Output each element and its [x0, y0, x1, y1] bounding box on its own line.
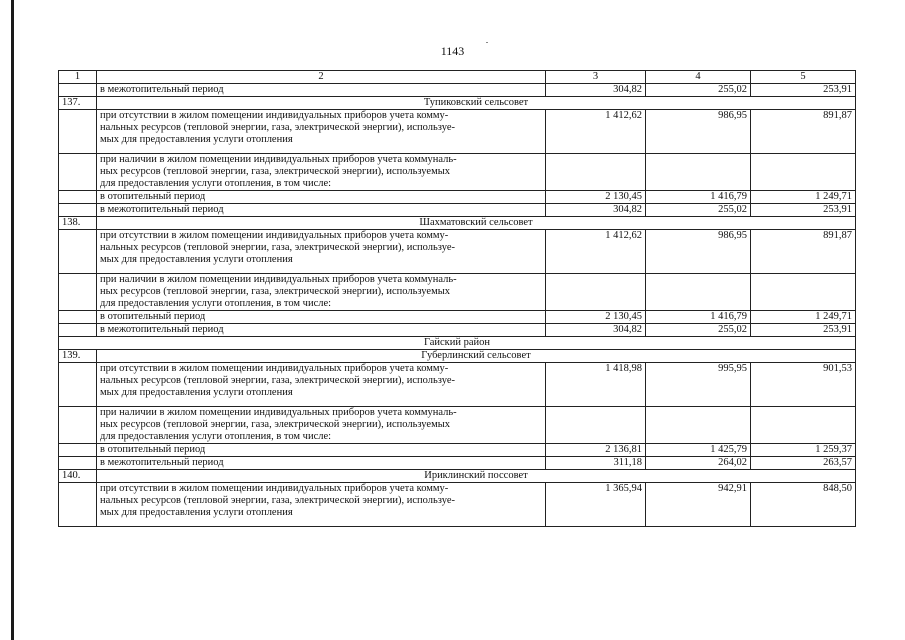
- no-meter-row: [59, 110, 856, 154]
- value-col-3: 1 412,62: [546, 230, 646, 274]
- value-col-4: 1 425,79: [646, 444, 751, 457]
- value-col-3: 304,82: [546, 204, 646, 217]
- description-cell: [97, 407, 546, 444]
- row-number-cell: [59, 84, 97, 97]
- left-margin-bar: [11, 0, 14, 640]
- no-meter-row: [59, 230, 856, 274]
- period-row: [59, 311, 856, 324]
- value-col-5: 848,50: [751, 483, 856, 527]
- description-line: при отсутствии в жилом помещении индивидуальных приборов учета комму-: [100, 110, 449, 121]
- value-col-5: 891,87: [751, 110, 856, 154]
- row-number: 138.: [59, 217, 97, 230]
- value-col-4: 1 416,79: [646, 191, 751, 204]
- header-col-2: 2: [97, 71, 546, 84]
- value-col-3: 1 412,62: [546, 110, 646, 154]
- settlement-title: Тупиковский сельсовет: [97, 97, 856, 110]
- value-col-4: 255,02: [646, 84, 751, 97]
- value-col-4: 995,95: [646, 363, 751, 407]
- empty-col-5: [751, 274, 856, 311]
- description-cell: [97, 483, 546, 527]
- description-line: при отсутствии в жилом помещении индивидуальных приборов учета комму-: [100, 483, 449, 494]
- empty-col-3: [546, 274, 646, 311]
- row-number-cell: [59, 230, 97, 274]
- row-number-cell: [59, 444, 97, 457]
- description-cell: [97, 230, 546, 274]
- period-label: в межотопительный период: [97, 204, 546, 217]
- row-number: 140.: [59, 470, 97, 483]
- header-col-1: 1: [59, 71, 97, 84]
- row-number-cell: [59, 204, 97, 217]
- period-label: в отопительный период: [97, 191, 546, 204]
- period-row: [59, 457, 856, 470]
- period-label: в межотопительный период: [97, 324, 546, 337]
- row-number-cell: [59, 311, 97, 324]
- value-col-3: 304,82: [546, 84, 646, 97]
- value-col-3: 2 136,81: [546, 444, 646, 457]
- description-line: мых для предоставления услуги отопления: [100, 507, 293, 518]
- description-line: мых для предоставления услуги отопления: [100, 254, 293, 265]
- district-title: Гайский район: [59, 337, 856, 350]
- row-number-cell: [59, 324, 97, 337]
- description-line: мых для предоставления услуги отопления: [100, 134, 293, 145]
- description-line: для предоставления услуги отопления, в том числе:: [100, 431, 332, 442]
- row-number-cell: [59, 154, 97, 191]
- period-row: [59, 84, 856, 97]
- settlement-row: [59, 217, 856, 230]
- value-col-3: 304,82: [546, 324, 646, 337]
- no-meter-row: [59, 483, 856, 527]
- row-number-cell: [59, 274, 97, 311]
- district-row: [59, 337, 856, 350]
- description-line: при наличии в жилом помещении индивидуальных приборов учета коммуналь-: [100, 154, 457, 165]
- tariff-table-body: [59, 71, 856, 527]
- value-col-5: 901,53: [751, 363, 856, 407]
- with-meter-row: [59, 154, 856, 191]
- empty-col-4: [646, 274, 751, 311]
- value-col-5: 253,91: [751, 84, 856, 97]
- empty-col-5: [751, 154, 856, 191]
- value-col-3: 311,18: [546, 457, 646, 470]
- value-col-5: 891,87: [751, 230, 856, 274]
- no-meter-row: [59, 363, 856, 407]
- scan-speck: [486, 42, 488, 43]
- value-col-3: 2 130,45: [546, 191, 646, 204]
- empty-col-4: [646, 154, 751, 191]
- value-col-4: 986,95: [646, 110, 751, 154]
- settlement-title: Губерлинский сельсовет: [97, 350, 856, 363]
- description-cell: [97, 274, 546, 311]
- period-row: [59, 444, 856, 457]
- description-line: нальных ресурсов (тепловой энергии, газа, электрической энергии), используе-: [100, 375, 455, 386]
- description-line: мых для предоставления услуги отопления: [100, 387, 293, 398]
- value-col-3: 1 418,98: [546, 363, 646, 407]
- row-number-cell: [59, 363, 97, 407]
- row-number-cell: [59, 407, 97, 444]
- description-line: нальных ресурсов (тепловой энергии, газа, электрической энергии), используе-: [100, 495, 455, 506]
- settlement-row: [59, 350, 856, 363]
- value-col-4: 264,02: [646, 457, 751, 470]
- settlement-row: [59, 470, 856, 483]
- value-col-4: 255,02: [646, 324, 751, 337]
- value-col-5: 1 249,71: [751, 191, 856, 204]
- row-number-cell: [59, 457, 97, 470]
- description-line: при наличии в жилом помещении индивидуальных приборов учета коммуналь-: [100, 407, 457, 418]
- value-col-4: 255,02: [646, 204, 751, 217]
- period-row: [59, 324, 856, 337]
- row-number: 139.: [59, 350, 97, 363]
- value-col-5: 263,57: [751, 457, 856, 470]
- value-col-5: 1 259,37: [751, 444, 856, 457]
- tariff-table: [58, 70, 856, 527]
- empty-col-5: [751, 407, 856, 444]
- value-col-3: 1 365,94: [546, 483, 646, 527]
- description-line: ных ресурсов (тепловой энергии, газа, электрической энергии), используемых: [100, 286, 451, 297]
- description-cell: [97, 154, 546, 191]
- value-col-4: 1 416,79: [646, 311, 751, 324]
- page-number: 1143: [440, 44, 465, 58]
- description-line: для предоставления услуги отопления, в том числе:: [100, 298, 332, 309]
- with-meter-row: [59, 407, 856, 444]
- row-number-cell: [59, 191, 97, 204]
- period-label: в отопительный период: [97, 311, 546, 324]
- row-number-cell: [59, 483, 97, 527]
- value-col-4: 986,95: [646, 230, 751, 274]
- description-line: нальных ресурсов (тепловой энергии, газа, электрической энергии), используе-: [100, 242, 455, 253]
- empty-col-3: [546, 407, 646, 444]
- header-col-4: 4: [646, 71, 751, 84]
- description-cell: [97, 363, 546, 407]
- period-row: [59, 204, 856, 217]
- empty-col-4: [646, 407, 751, 444]
- period-label: в отопительный период: [97, 444, 546, 457]
- value-col-4: 942,91: [646, 483, 751, 527]
- header-col-5: 5: [751, 71, 856, 84]
- value-col-5: 253,91: [751, 324, 856, 337]
- description-line: ных ресурсов (тепловой энергии, газа, электрической энергии), используемых: [100, 419, 451, 430]
- description-line: ных ресурсов (тепловой энергии, газа, электрической энергии), используемых: [100, 166, 451, 177]
- settlement-row: [59, 97, 856, 110]
- period-label: в межотопительный период: [97, 84, 546, 97]
- value-col-3: 2 130,45: [546, 311, 646, 324]
- description-cell: [97, 110, 546, 154]
- value-col-5: 253,91: [751, 204, 856, 217]
- with-meter-row: [59, 274, 856, 311]
- empty-col-3: [546, 154, 646, 191]
- row-number: 137.: [59, 97, 97, 110]
- settlement-title: Шахматовский сельсовет: [97, 217, 856, 230]
- row-number-cell: [59, 110, 97, 154]
- period-label: в межотопительный период: [97, 457, 546, 470]
- settlement-title: Ириклинский поссовет: [97, 470, 856, 483]
- description-line: при отсутствии в жилом помещении индивидуальных приборов учета комму-: [100, 230, 449, 241]
- header-col-3: 3: [546, 71, 646, 84]
- table-header-row: [59, 71, 856, 84]
- description-line: при наличии в жилом помещении индивидуальных приборов учета коммуналь-: [100, 274, 457, 285]
- description-line: нальных ресурсов (тепловой энергии, газа, электрической энергии), используе-: [100, 122, 455, 133]
- value-col-5: 1 249,71: [751, 311, 856, 324]
- description-line: для предоставления услуги отопления, в том числе:: [100, 178, 332, 189]
- description-line: при отсутствии в жилом помещении индивидуальных приборов учета комму-: [100, 363, 449, 374]
- period-row: [59, 191, 856, 204]
